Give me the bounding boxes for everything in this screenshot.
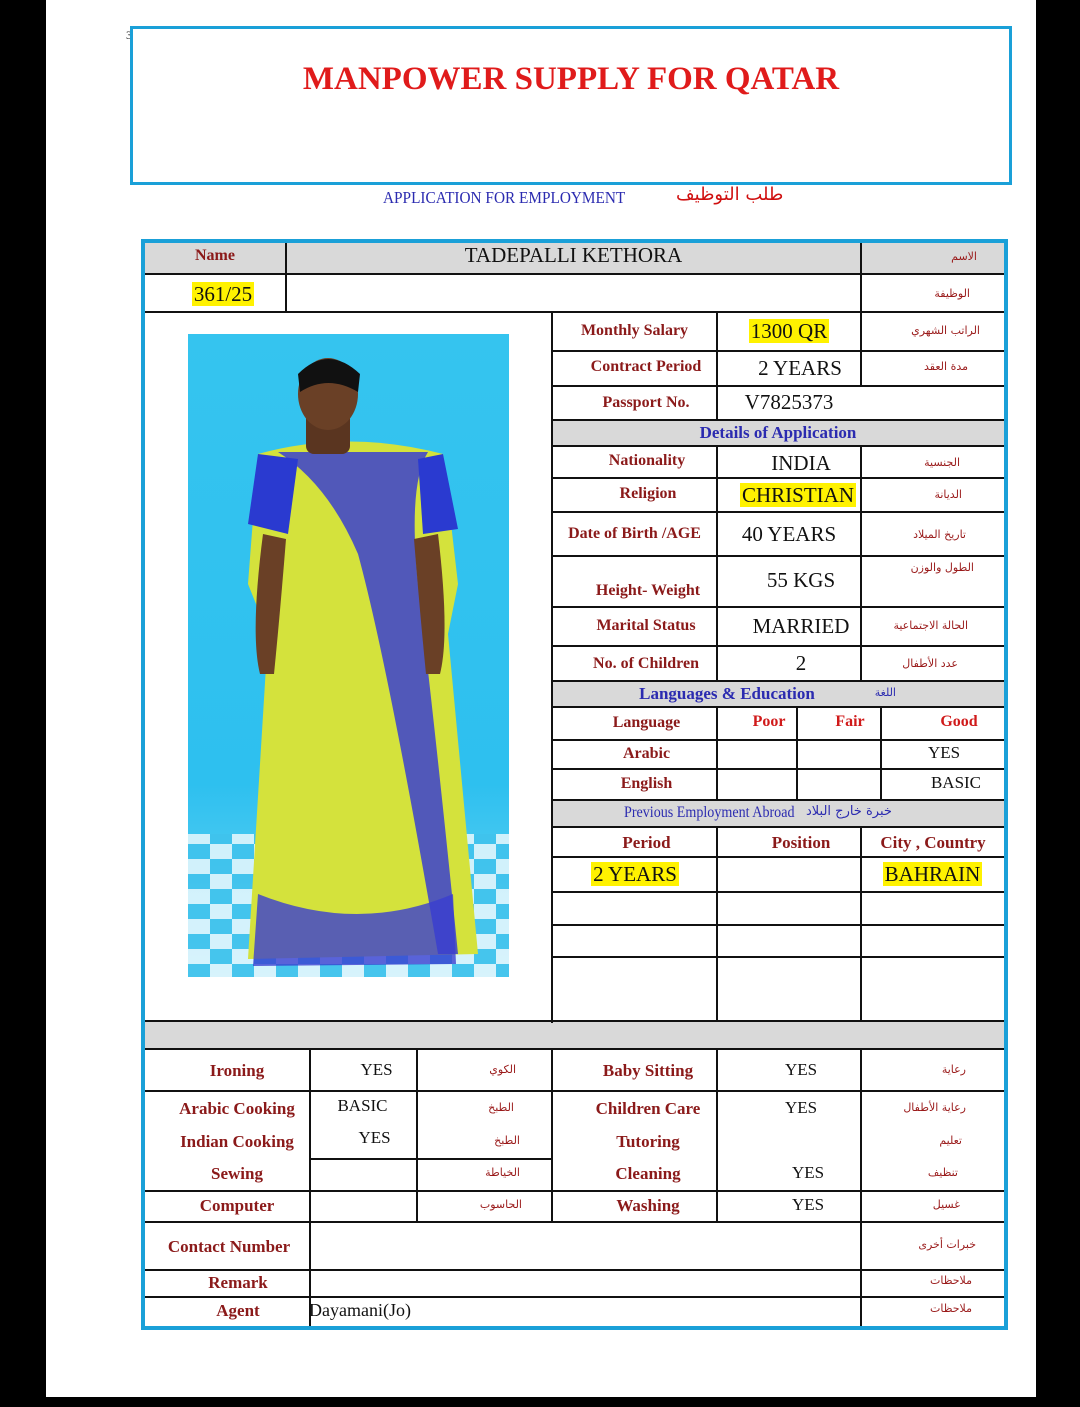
lang-header-language: Language bbox=[612, 714, 681, 731]
religion-label-arabic: الديانة bbox=[934, 488, 962, 501]
nationality-label: Nationality bbox=[608, 452, 686, 469]
children-label-arabic: عدد الأطفال bbox=[902, 657, 958, 670]
salary-value: 1300 QR bbox=[750, 319, 828, 343]
prev-employment-title: Previous Employment Abroad bbox=[624, 804, 795, 821]
name-value: TADEPALLI KETHORA bbox=[464, 243, 683, 267]
reference-number: 361/25 bbox=[193, 282, 253, 306]
prev-header-position: Position bbox=[771, 833, 831, 852]
lang-header-fair: Fair bbox=[835, 713, 865, 730]
nationality-value: INDIA bbox=[771, 451, 831, 475]
skill-ironing-value: YES bbox=[360, 1060, 393, 1079]
lang-header-poor: Poor bbox=[752, 713, 786, 730]
lang-arabic-good: YES bbox=[927, 743, 961, 762]
skill-washing-label: Washing bbox=[616, 1196, 680, 1215]
height-weight-label: Height- Weight bbox=[595, 582, 701, 599]
skill-ironing-arabic: الكوي bbox=[489, 1063, 516, 1076]
skills-separator-bg bbox=[145, 1021, 1004, 1048]
languages-section-title: Languages & Education bbox=[639, 684, 815, 703]
weight-value: 55 KGS bbox=[766, 568, 836, 592]
skill-children-care-value: YES bbox=[784, 1098, 818, 1117]
religion-value: CHRISTIAN bbox=[742, 483, 855, 507]
dob-value: 40 YEARS bbox=[741, 522, 837, 546]
skill-children-care-label: Children Care bbox=[595, 1099, 701, 1118]
children-value: 2 bbox=[795, 651, 807, 675]
header-box bbox=[130, 26, 1012, 185]
details-section-title: Details of Application bbox=[699, 423, 857, 442]
prev-employment-arabic: خبرة خارج البلاد bbox=[806, 804, 892, 819]
children-label: No. of Children bbox=[593, 655, 699, 672]
skill-washing-value: YES bbox=[791, 1195, 825, 1214]
skill-baby-sitting-label: Baby Sitting bbox=[602, 1061, 694, 1080]
skill-cleaning-arabic: تنظيف bbox=[927, 1166, 958, 1179]
height-weight-label-arabic: الطول والوزن bbox=[910, 561, 974, 574]
lang-row-english: English bbox=[620, 775, 673, 792]
agent-label-arabic: ملاحظات bbox=[930, 1302, 972, 1315]
dob-label-arabic: تاريخ الميلاد bbox=[913, 528, 966, 541]
applicant-photo bbox=[188, 334, 509, 977]
nationality-label-arabic: الجنسية bbox=[924, 456, 960, 469]
skill-tutoring-label: Tutoring bbox=[616, 1132, 680, 1151]
lang-row-arabic: Arabic bbox=[622, 745, 671, 762]
skill-baby-sitting-value: YES bbox=[784, 1060, 818, 1079]
contract-value: 2 YEARS bbox=[758, 356, 842, 380]
skill-sewing-arabic: الخياطة bbox=[485, 1166, 520, 1179]
position-label-arabic: الوظيفة bbox=[934, 287, 970, 300]
skill-cleaning-value: YES bbox=[791, 1163, 825, 1182]
skill-tutoring-arabic: تعليم bbox=[939, 1134, 962, 1147]
religion-label: Religion bbox=[619, 485, 677, 502]
skill-indian-cooking-arabic: الطبخ bbox=[494, 1134, 520, 1147]
name-label-arabic: الاسم bbox=[951, 250, 977, 263]
remark-label: Remark bbox=[208, 1273, 268, 1292]
skill-sewing-label: Sewing bbox=[211, 1164, 263, 1183]
skill-computer-label: Computer bbox=[199, 1196, 275, 1215]
skill-ironing-label: Ironing bbox=[209, 1061, 265, 1080]
skill-indian-cooking-label: Indian Cooking bbox=[180, 1132, 294, 1151]
skill-washing-arabic: غسيل bbox=[932, 1198, 960, 1211]
contact-label: Contact Number bbox=[167, 1237, 291, 1256]
marital-label: Marital Status bbox=[596, 617, 696, 634]
contact-label-arabic: خبرات أخرى bbox=[918, 1238, 976, 1251]
application-title-arabic: طلب التوظيف bbox=[676, 184, 784, 205]
company-title: MANPOWER SUPPLY FOR QATAR bbox=[302, 61, 840, 97]
skill-arabic-cooking-value: BASIC bbox=[337, 1096, 388, 1115]
name-label: Name bbox=[195, 247, 235, 264]
skill-arabic-cooking-label: Arabic Cooking bbox=[179, 1099, 295, 1118]
prev-period-value: 2 YEARS bbox=[593, 862, 677, 886]
prev-header-period: Period bbox=[622, 833, 671, 852]
agent-label: Agent bbox=[216, 1301, 260, 1320]
agent-value: Dayamani(Jo) bbox=[309, 1300, 411, 1320]
languages-section-arabic: اللغة bbox=[874, 686, 896, 699]
skill-baby-sitting-arabic: رعاية bbox=[941, 1063, 966, 1076]
skill-cleaning-label: Cleaning bbox=[615, 1164, 681, 1183]
marital-label-arabic: الحالة الاجتماعية bbox=[893, 619, 968, 632]
passport-label: Passport No. bbox=[602, 394, 690, 411]
contract-label: Contract Period bbox=[590, 358, 702, 375]
skill-children-care-arabic: رعاية الأطفال bbox=[903, 1101, 966, 1114]
prev-header-country: City , Country bbox=[880, 833, 986, 852]
passport-value: V7825373 bbox=[744, 390, 834, 414]
lang-header-good: Good bbox=[940, 713, 978, 730]
skill-arabic-cooking-arabic: الطبخ bbox=[488, 1101, 514, 1114]
skill-computer-arabic: الحاسوب bbox=[479, 1198, 522, 1211]
remark-label-arabic: ملاحظات bbox=[930, 1274, 972, 1287]
dob-label: Date of Birth /AGE bbox=[568, 525, 701, 542]
marital-value: MARRIED bbox=[752, 614, 850, 638]
skill-indian-cooking-value: YES bbox=[358, 1128, 391, 1147]
lang-english-good: BASIC bbox=[930, 773, 982, 792]
salary-label-arabic: الراتب الشهري bbox=[911, 324, 980, 337]
application-title: APPLICATION FOR EMPLOYMENT bbox=[383, 188, 626, 207]
contract-label-arabic: مدة العقد bbox=[924, 360, 968, 373]
page-mark: 3 bbox=[126, 28, 132, 42]
salary-label: Monthly Salary bbox=[580, 322, 689, 339]
prev-country-value: BAHRAIN bbox=[884, 862, 981, 886]
